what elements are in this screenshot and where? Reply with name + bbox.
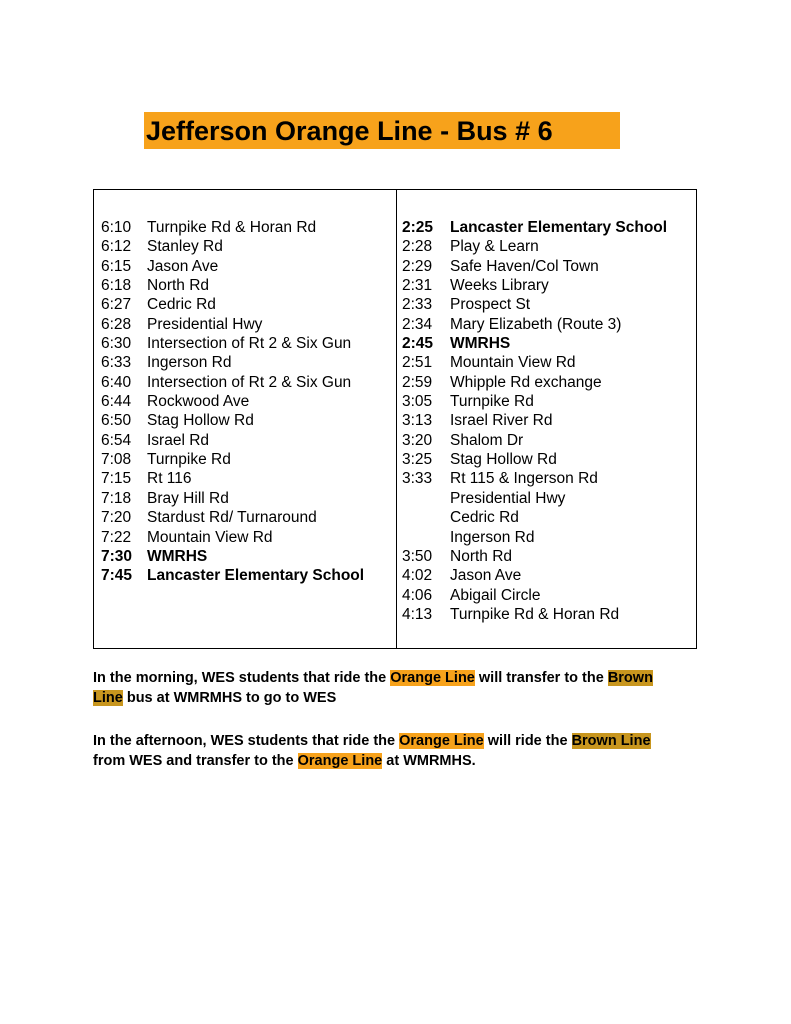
stop-name: Prospect St — [450, 296, 531, 314]
stop-name: Lancaster Elementary School — [450, 219, 668, 236]
morning-transfer-note — [93, 668, 703, 708]
stop-time: 3:50 — [402, 547, 433, 565]
stop-name: Stanley Rd — [147, 238, 223, 256]
stop-name: North Rd — [147, 277, 210, 295]
brown-line-highlight: Brown — [607, 670, 653, 686]
stop-name: Rt 116 — [147, 470, 192, 488]
stop-time: 2:28 — [402, 238, 433, 256]
stop-name: Stag Hollow Rd — [450, 451, 557, 469]
brown-line-highlight: Brown Line — [571, 733, 651, 749]
stop-time: 2:59 — [402, 373, 433, 391]
note-text: at WMRMHS. — [382, 753, 476, 769]
stop-time: 7:45 — [101, 567, 133, 585]
stop-name: Stardust Rd/ Turnaround — [147, 509, 317, 527]
stop-time: 4:06 — [402, 586, 433, 604]
stop-name: Intersection of Rt 2 & Six Gun — [147, 373, 352, 391]
stop-name: Cedric Rd — [147, 296, 216, 314]
stop-time: 7:30 — [101, 547, 133, 565]
column-divider — [396, 190, 397, 648]
stop-time: 2:31 — [402, 277, 433, 295]
stop-time: 2:45 — [402, 335, 434, 353]
note-text: In the morning, WES students that ride the — [93, 670, 391, 686]
note-text: bus at WMRMHS to go to WES — [122, 690, 337, 706]
stop-name: Jason Ave — [147, 257, 219, 275]
stop-time: 6:33 — [101, 354, 132, 372]
stop-time: 7:22 — [101, 528, 132, 546]
stop-time: 2:25 — [402, 219, 434, 236]
title-highlight — [144, 112, 620, 149]
stop-name: Rt 115 & Ingerson Rd — [450, 470, 598, 488]
stop-name: Lancaster Elementary School — [147, 567, 365, 585]
stop-name: Turnpike Rd — [147, 451, 231, 469]
stop-name: WMRHS — [147, 547, 208, 565]
stop-time: 7:20 — [101, 509, 132, 527]
stop-time: 4:13 — [402, 605, 433, 623]
stop-name: Israel Rd — [147, 431, 210, 449]
stop-time: 6:54 — [101, 431, 132, 449]
stop-time: 6:27 — [101, 296, 132, 314]
stop-time: 6:15 — [101, 257, 132, 275]
stop-name: Bray Hill Rd — [147, 489, 229, 507]
stop-name: Mountain View Rd — [450, 354, 576, 372]
stop-time: 6:30 — [101, 335, 132, 353]
stop-time: 6:44 — [101, 393, 132, 411]
orange-line-highlight: Orange Line — [297, 753, 383, 769]
stop-time: 3:05 — [402, 393, 433, 411]
stop-name: Presidential Hwy — [450, 489, 566, 507]
orange-line-highlight: Orange Line — [399, 733, 484, 749]
stop-time: 6:40 — [101, 373, 132, 391]
stop-time: 3:25 — [402, 451, 433, 469]
stop-time: 3:33 — [402, 470, 433, 488]
stop-name: Weeks Library — [450, 277, 549, 295]
stop-time: 7:18 — [101, 489, 132, 507]
stop-name: Cedric Rd — [450, 509, 519, 527]
stop-name: Play & Learn — [450, 238, 539, 256]
stop-name: Turnpike Rd & Horan Rd — [147, 219, 317, 236]
stop-time: 2:51 — [402, 354, 433, 372]
stop-name: Intersection of Rt 2 & Six Gun — [147, 335, 352, 353]
stop-name: North Rd — [450, 547, 513, 565]
stop-time: 6:50 — [101, 412, 132, 430]
stop-name: Ingerson Rd — [450, 528, 535, 546]
note-text: will transfer to the — [474, 670, 608, 686]
stop-time: 2:34 — [402, 315, 433, 333]
note-text: will ride the — [483, 733, 572, 749]
note-text: from WES and transfer to the — [93, 753, 298, 769]
stop-time: 7:08 — [101, 451, 132, 469]
stop-name: Rockwood Ave — [147, 393, 250, 411]
stop-name: Safe Haven/Col Town — [450, 257, 599, 275]
stop-name: Whipple Rd exchange — [450, 373, 602, 391]
stop-name: Ingerson Rd — [147, 354, 232, 372]
stop-time: 7:15 — [101, 470, 132, 488]
stop-name: Mary Elizabeth (Route 3) — [450, 315, 622, 333]
schedule-table — [93, 189, 697, 649]
note-text: In the afternoon, WES students that ride the — [93, 733, 400, 749]
stop-name: Israel River Rd — [450, 412, 553, 430]
stop-name: Mountain View Rd — [147, 528, 273, 546]
orange-line-highlight: Orange Line — [390, 670, 475, 686]
stop-name: Presidential Hwy — [147, 315, 263, 333]
stop-name: Stag Hollow Rd — [147, 412, 254, 430]
stop-time: 3:20 — [402, 431, 433, 449]
stop-time: 6:12 — [101, 238, 132, 256]
stop-time: 2:33 — [402, 296, 433, 314]
stop-time: 2:29 — [402, 257, 433, 275]
stop-name: Turnpike Rd — [450, 393, 534, 411]
stop-time: 3:13 — [402, 412, 433, 430]
stop-name: Turnpike Rd & Horan Rd — [450, 605, 620, 623]
stop-name: Jason Ave — [450, 567, 522, 585]
stop-time: 6:18 — [101, 277, 132, 295]
brown-line-highlight: Line — [93, 690, 123, 706]
stop-time: 6:28 — [101, 315, 132, 333]
afternoon-transfer-note — [93, 731, 703, 771]
page-title: Jefferson Orange Line - Bus # 6 — [146, 116, 553, 146]
stop-time: 6:10 — [101, 219, 132, 236]
stop-name: Abigail Circle — [450, 586, 541, 604]
stop-name: WMRHS — [450, 335, 511, 353]
stop-time: 4:02 — [402, 567, 433, 585]
stop-name: Shalom Dr — [450, 431, 524, 449]
